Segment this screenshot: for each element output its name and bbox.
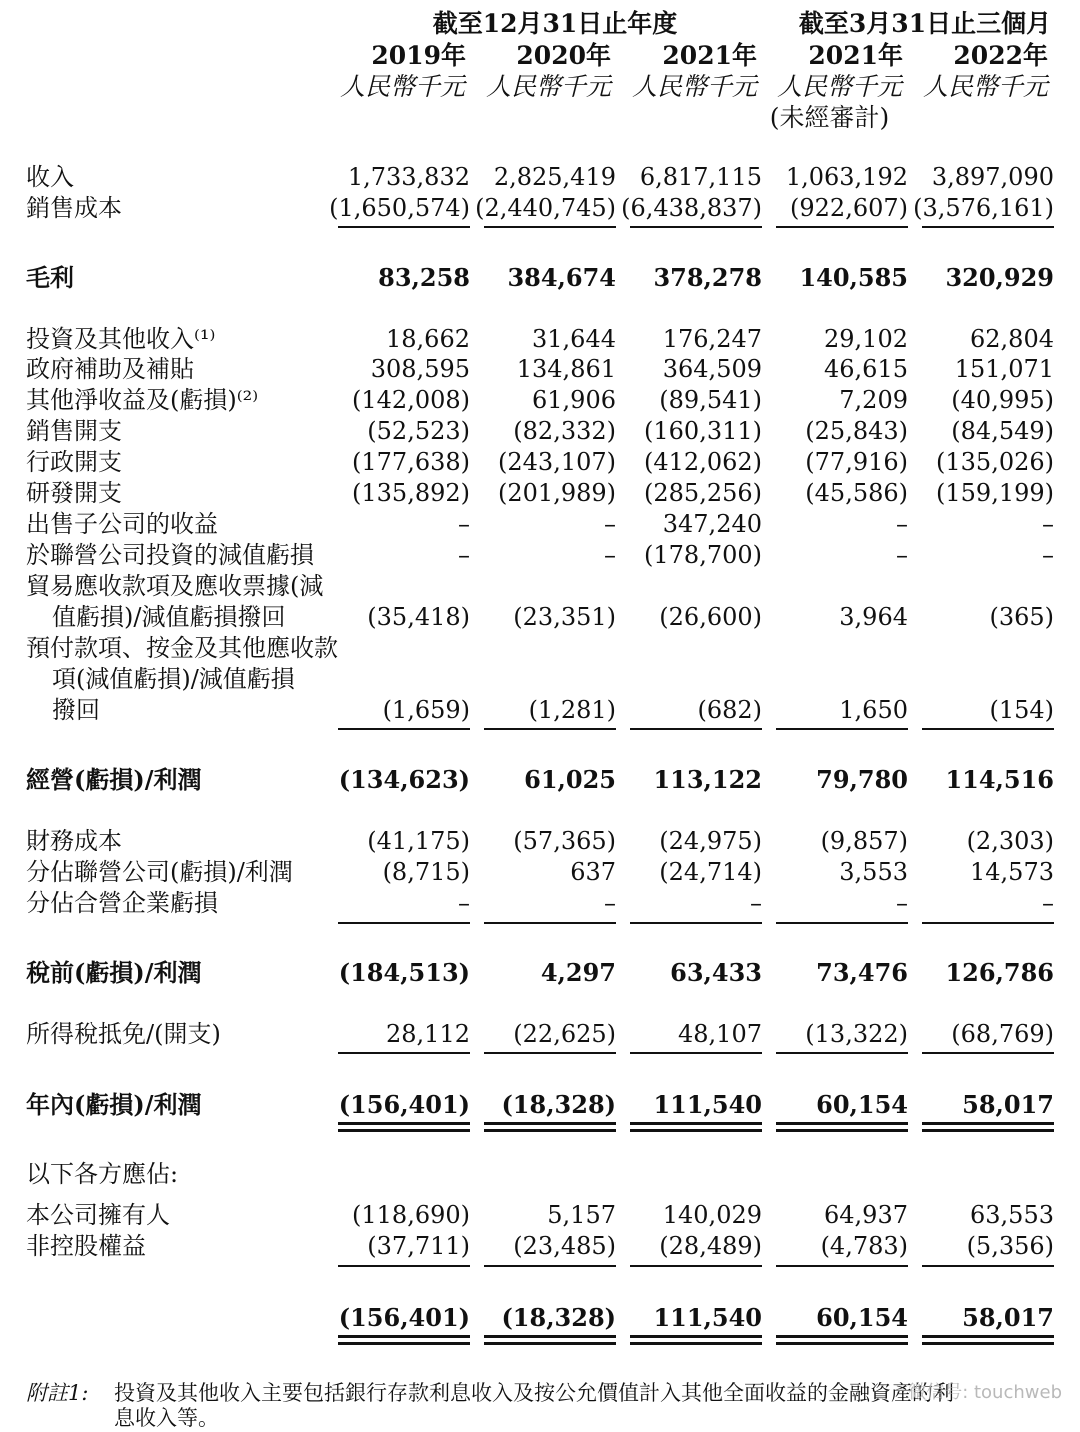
table-row — [0, 1089, 1080, 1120]
underline — [484, 922, 616, 924]
row-label: 分佔聯營公司(虧損)/利潤 — [26, 858, 293, 886]
row-label: 出售子公司的收益 — [26, 510, 218, 538]
row-value: (89,541) — [659, 386, 762, 414]
row-value: (142,008) — [352, 386, 470, 414]
row-value: 140,029 — [662, 1201, 762, 1229]
underline — [338, 922, 470, 924]
row-value: 61,025 — [524, 765, 616, 794]
row-value: – — [604, 889, 616, 917]
row-value: 3,964 — [839, 603, 908, 631]
double-underline — [630, 1335, 762, 1345]
row-value: (365) — [989, 603, 1054, 631]
row-value: (135,892) — [352, 479, 470, 507]
row-label: 行政開支 — [26, 448, 122, 476]
underline — [922, 226, 1054, 228]
row-value: 46,615 — [824, 355, 908, 383]
row-value: 176,247 — [662, 325, 762, 353]
row-value: – — [750, 889, 762, 917]
row-value: (35,418) — [367, 603, 470, 631]
row-value: (52,523) — [367, 417, 470, 445]
table-row — [0, 1159, 1080, 1190]
row-value: (922,607) — [790, 194, 908, 222]
table-row — [0, 1231, 1080, 1262]
underline — [338, 1052, 470, 1054]
header-group-quarter: 截至3月31日止三個月 — [798, 9, 1052, 38]
row-value: (26,600) — [659, 603, 762, 631]
row-label: 分佔合營企業虧損 — [26, 889, 218, 917]
double-underline — [922, 1122, 1054, 1132]
underline — [776, 1265, 908, 1267]
row-value: (22,625) — [513, 1020, 616, 1048]
row-label: 財務成本 — [26, 827, 122, 855]
double-underline — [630, 1122, 762, 1132]
row-value: – — [1042, 889, 1054, 917]
row-value: – — [604, 541, 616, 569]
row-value: – — [1042, 510, 1054, 538]
row-value: (6,438,837) — [621, 194, 762, 222]
row-value: 364,509 — [662, 355, 762, 383]
row-value: 1,650 — [839, 696, 908, 724]
row-value: – — [458, 889, 470, 917]
table-row — [0, 509, 1080, 540]
row-value: 308,595 — [370, 355, 470, 383]
table-row — [0, 162, 1080, 193]
table-row — [0, 324, 1080, 355]
row-label: 年內(虧損)/利潤 — [26, 1090, 202, 1119]
row-value: (285,256) — [644, 479, 762, 507]
row-value: (177,638) — [352, 448, 470, 476]
row-label: 其他淨收益及(虧損)⁽²⁾ — [26, 386, 259, 414]
col-unit-2: 人民幣千元 — [485, 72, 611, 101]
footnote-line-1: 投資及其他收入主要包括銀行存款利息收入及按公允價值計入其他全面收益的金融資產的利 — [114, 1381, 954, 1405]
table-row — [0, 385, 1080, 416]
col-year-2022-q: 2022年 — [953, 41, 1048, 70]
row-value: (2,440,745) — [475, 194, 616, 222]
row-value: (41,175) — [367, 827, 470, 855]
row-value: (40,995) — [951, 386, 1054, 414]
row-value: (68,769) — [951, 1020, 1054, 1048]
row-value: (3,576,161) — [913, 194, 1054, 222]
underline — [630, 226, 762, 228]
row-value: (84,549) — [951, 417, 1054, 445]
col-year-2021-q: 2021年 — [808, 41, 903, 70]
row-value: 3,553 — [839, 858, 908, 886]
row-value: 60,154 — [816, 1090, 908, 1119]
row-label: 研發開支 — [26, 479, 122, 507]
row-value: (243,107) — [498, 448, 616, 476]
row-label: 毛利 — [26, 263, 74, 292]
row-value: 28,112 — [386, 1020, 470, 1048]
double-underline — [338, 1122, 470, 1132]
row-value: 6,817,115 — [639, 163, 762, 191]
row-value: 31,644 — [532, 325, 616, 353]
row-value: – — [1042, 541, 1054, 569]
watermark: 微信号: touchweb — [908, 1382, 1062, 1403]
row-value: (412,062) — [644, 448, 762, 476]
row-label: 所得稅抵免/(開支) — [26, 1020, 221, 1048]
row-value: (118,690) — [352, 1201, 470, 1229]
row-value: (23,351) — [513, 603, 616, 631]
row-value: 14,573 — [970, 858, 1054, 886]
row-value: 114,516 — [945, 765, 1054, 794]
underline — [922, 1052, 1054, 1054]
row-label: 以下各方應佔: — [26, 1160, 179, 1188]
row-value: (57,365) — [513, 827, 616, 855]
row-value: 64,937 — [824, 1201, 908, 1229]
table-row — [0, 447, 1080, 478]
row-value: 62,804 — [970, 325, 1054, 353]
row-value: 3,897,090 — [931, 163, 1054, 191]
row-value: 1,063,192 — [785, 163, 908, 191]
double-underline — [338, 1335, 470, 1345]
row-label: 撥回 — [52, 696, 100, 724]
row-value: 63,553 — [970, 1201, 1054, 1229]
underline — [630, 1052, 762, 1054]
row-value: (28,489) — [659, 1232, 762, 1260]
row-label: 銷售成本 — [26, 194, 122, 222]
row-value: (9,857) — [820, 827, 908, 855]
col-unit-1: 人民幣千元 — [339, 72, 465, 101]
underline — [484, 226, 616, 228]
row-value: (135,026) — [936, 448, 1054, 476]
underline — [338, 226, 470, 228]
row-label: 值虧損)/減值虧損撥回 — [52, 603, 286, 631]
double-underline — [484, 1335, 616, 1345]
unaudited-note: (未經審計) — [769, 103, 890, 132]
table-row — [0, 416, 1080, 447]
col-unit-4: 人民幣千元 — [776, 72, 902, 101]
row-value: 60,154 — [816, 1303, 908, 1332]
table-row — [0, 193, 1080, 224]
row-value: (156,401) — [338, 1303, 470, 1332]
row-value: (2,303) — [966, 827, 1054, 855]
row-value: 29,102 — [824, 325, 908, 353]
row-value: 140,585 — [799, 263, 908, 292]
row-value: 83,258 — [378, 263, 470, 292]
row-value: – — [896, 541, 908, 569]
footnote-tag: 附註1: — [26, 1381, 89, 1405]
row-value: (178,700) — [644, 541, 762, 569]
underline — [922, 1265, 1054, 1267]
underline — [484, 1265, 616, 1267]
underline — [484, 1052, 616, 1054]
underline — [776, 1052, 908, 1054]
row-value: 111,540 — [653, 1303, 762, 1332]
row-label: 收入 — [26, 163, 74, 191]
underline — [338, 1265, 470, 1267]
row-value: (159,199) — [936, 479, 1054, 507]
row-value: – — [896, 889, 908, 917]
table-row — [0, 478, 1080, 509]
row-value: (37,711) — [367, 1232, 470, 1260]
table-row — [0, 262, 1080, 293]
col-unit-3: 人民幣千元 — [631, 72, 757, 101]
underline — [922, 922, 1054, 924]
row-value: 320,929 — [945, 263, 1054, 292]
row-value: 4,297 — [540, 958, 616, 987]
underline — [776, 728, 908, 730]
col-year-2020: 2020年 — [516, 41, 611, 70]
header-group-annual: 截至12月31日止年度 — [432, 9, 678, 38]
row-value: (154) — [989, 696, 1054, 724]
underline — [630, 728, 762, 730]
table-row — [0, 633, 1080, 664]
table-row — [0, 888, 1080, 919]
underline — [630, 1265, 762, 1267]
row-label: 項(減值虧損)/減值虧損 — [52, 665, 295, 693]
underline — [338, 728, 470, 730]
row-value: 384,674 — [507, 263, 616, 292]
row-value: (45,586) — [805, 479, 908, 507]
row-value: – — [458, 510, 470, 538]
row-value: (184,513) — [338, 958, 470, 987]
underline — [776, 922, 908, 924]
row-value: (201,989) — [498, 479, 616, 507]
row-value: 58,017 — [962, 1090, 1054, 1119]
row-value: 63,433 — [670, 958, 762, 987]
table-row — [0, 664, 1080, 695]
row-value: (18,328) — [501, 1303, 616, 1332]
col-year-2021: 2021年 — [662, 41, 757, 70]
row-value: (160,311) — [644, 417, 762, 445]
row-value: (1,281) — [528, 696, 616, 724]
table-row — [0, 1302, 1080, 1333]
row-value: 113,122 — [653, 765, 762, 794]
row-value: (134,623) — [338, 765, 470, 794]
table-row — [0, 354, 1080, 385]
table-row — [0, 1200, 1080, 1231]
row-value: 2,825,419 — [493, 163, 616, 191]
double-underline — [922, 1335, 1054, 1345]
table-row — [0, 602, 1080, 633]
row-label: 銷售開支 — [26, 417, 122, 445]
row-value: 1,733,832 — [347, 163, 470, 191]
row-value: 58,017 — [962, 1303, 1054, 1332]
table-row — [0, 571, 1080, 602]
col-unit-5: 人民幣千元 — [922, 72, 1048, 101]
row-label: 經營(虧損)/利潤 — [26, 765, 202, 794]
row-label: 政府補助及補貼 — [26, 355, 194, 383]
row-value: (682) — [697, 696, 762, 724]
row-label: 投資及其他收入⁽¹⁾ — [26, 325, 216, 353]
row-value: 5,157 — [547, 1201, 616, 1229]
row-value: 126,786 — [945, 958, 1054, 987]
double-underline — [776, 1335, 908, 1345]
double-underline — [484, 1122, 616, 1132]
row-value: (77,916) — [805, 448, 908, 476]
table-row — [0, 857, 1080, 888]
row-value: 378,278 — [653, 263, 762, 292]
table-row — [0, 764, 1080, 795]
underline — [922, 728, 1054, 730]
row-value: (13,322) — [805, 1020, 908, 1048]
row-value: (8,715) — [382, 858, 470, 886]
row-value: 111,540 — [653, 1090, 762, 1119]
row-value: 151,071 — [954, 355, 1054, 383]
row-value: 134,861 — [516, 355, 616, 383]
table-row — [0, 540, 1080, 571]
row-value: 79,780 — [816, 765, 908, 794]
row-label: 貿易應收款項及應收票據(減 — [26, 572, 324, 600]
footnote-line-2: 息收入等。 — [114, 1406, 219, 1430]
row-label: 預付款項、按金及其他應收款 — [26, 634, 338, 662]
row-value: (24,975) — [659, 827, 762, 855]
row-value: 61,906 — [532, 386, 616, 414]
row-value: 73,476 — [816, 958, 908, 987]
row-value: – — [604, 510, 616, 538]
underline — [776, 226, 908, 228]
row-value: (5,356) — [966, 1232, 1054, 1260]
row-value: (1,650,574) — [329, 194, 470, 222]
row-value: (24,714) — [659, 858, 762, 886]
row-value: (23,485) — [513, 1232, 616, 1260]
underline — [484, 728, 616, 730]
table-row — [0, 957, 1080, 988]
row-value: 48,107 — [678, 1020, 762, 1048]
double-underline — [776, 1122, 908, 1132]
row-label: 稅前(虧損)/利潤 — [26, 958, 202, 987]
row-value: 18,662 — [386, 325, 470, 353]
row-value: – — [896, 510, 908, 538]
row-label: 本公司擁有人 — [26, 1201, 170, 1229]
col-year-2019: 2019年 — [371, 41, 466, 70]
row-value: (156,401) — [338, 1090, 470, 1119]
row-value: (18,328) — [501, 1090, 616, 1119]
row-value: 637 — [570, 858, 616, 886]
row-value: (1,659) — [382, 696, 470, 724]
row-value: (25,843) — [805, 417, 908, 445]
row-value: 347,240 — [662, 510, 762, 538]
table-row — [0, 695, 1080, 726]
row-label: 於聯營公司投資的減值虧損 — [26, 541, 314, 569]
row-value: (82,332) — [513, 417, 616, 445]
table-row — [0, 826, 1080, 857]
table-row — [0, 1019, 1080, 1050]
row-value: – — [458, 541, 470, 569]
row-label: 非控股權益 — [26, 1232, 146, 1260]
row-value: 7,209 — [839, 386, 908, 414]
underline — [630, 922, 762, 924]
row-value: (4,783) — [820, 1232, 908, 1260]
